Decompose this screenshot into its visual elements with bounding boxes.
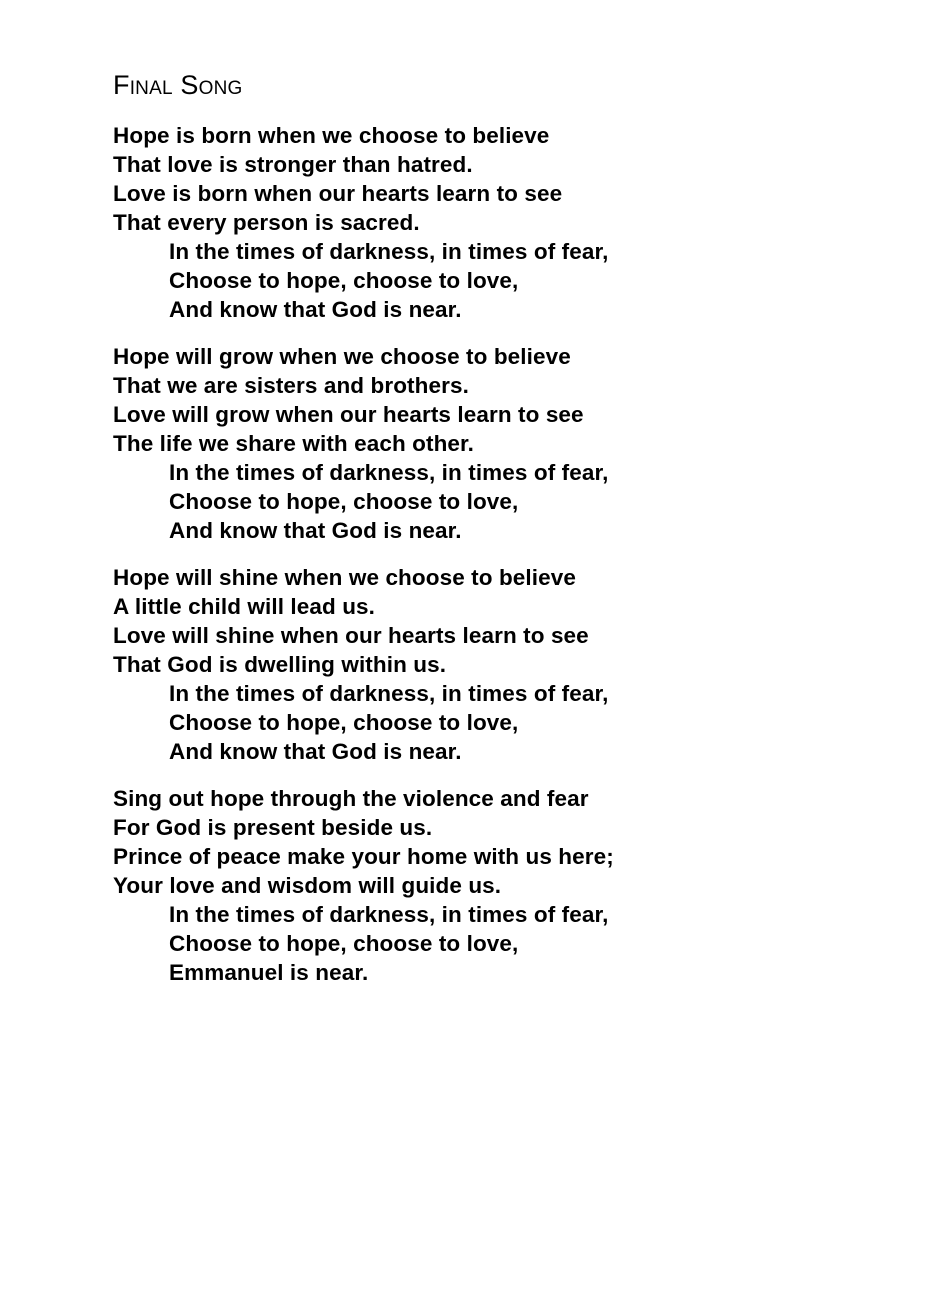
verse-line: That every person is sacred. — [113, 210, 420, 235]
verse-line: A little child will lead us. — [113, 594, 376, 619]
verse-line: That we are sisters and brothers. — [113, 373, 469, 398]
verse-line: Hope will grow when we choose to believe — [113, 344, 571, 369]
refrain-line: In the times of darkness, in times of fear, — [169, 902, 609, 927]
refrain-line: And know that God is near. — [169, 739, 462, 764]
verse-line: Love will shine when our hearts learn to see — [113, 623, 589, 648]
verse-line: Love is born when our hearts learn to see — [113, 181, 563, 206]
song-lyrics — [113, 121, 903, 1005]
refrain-line: In the times of darkness, in times of fear, — [169, 681, 609, 706]
refrain-line: Choose to hope, choose to love, — [169, 489, 519, 514]
refrain-line: In the times of darkness, in times of fear, — [169, 460, 609, 485]
refrain-line: Choose to hope, choose to love, — [169, 710, 519, 735]
verse-line: Sing out hope through the violence and fear — [113, 786, 589, 811]
refrain-line: Choose to hope, choose to love, — [169, 931, 519, 956]
refrain-line: And know that God is near. — [169, 297, 462, 322]
refrain-line: In the times of darkness, in times of fear, — [169, 239, 609, 264]
verse-3 — [113, 563, 903, 766]
verse-line: Love will grow when our hearts learn to see — [113, 402, 584, 427]
verse-line: Prince of peace make your home with us here; — [113, 844, 614, 869]
verse-line: Hope will shine when we choose to believe — [113, 565, 576, 590]
refrain-line: Choose to hope, choose to love, — [169, 268, 519, 293]
verse-4 — [113, 784, 903, 987]
verse-1 — [113, 121, 903, 324]
refrain-line: And know that God is near. — [169, 518, 462, 543]
page-title: Final Song — [113, 70, 243, 100]
verse-line: That God is dwelling within us. — [113, 652, 447, 677]
verse-2 — [113, 342, 903, 545]
verse-line: That love is stronger than hatred. — [113, 152, 473, 177]
verse-line: Your love and wisdom will guide us. — [113, 873, 502, 898]
verse-line: For God is present beside us. — [113, 815, 433, 840]
verse-line: Hope is born when we choose to believe — [113, 123, 550, 148]
verse-line: The life we share with each other. — [113, 431, 475, 456]
refrain-line: Emmanuel is near. — [169, 960, 369, 985]
